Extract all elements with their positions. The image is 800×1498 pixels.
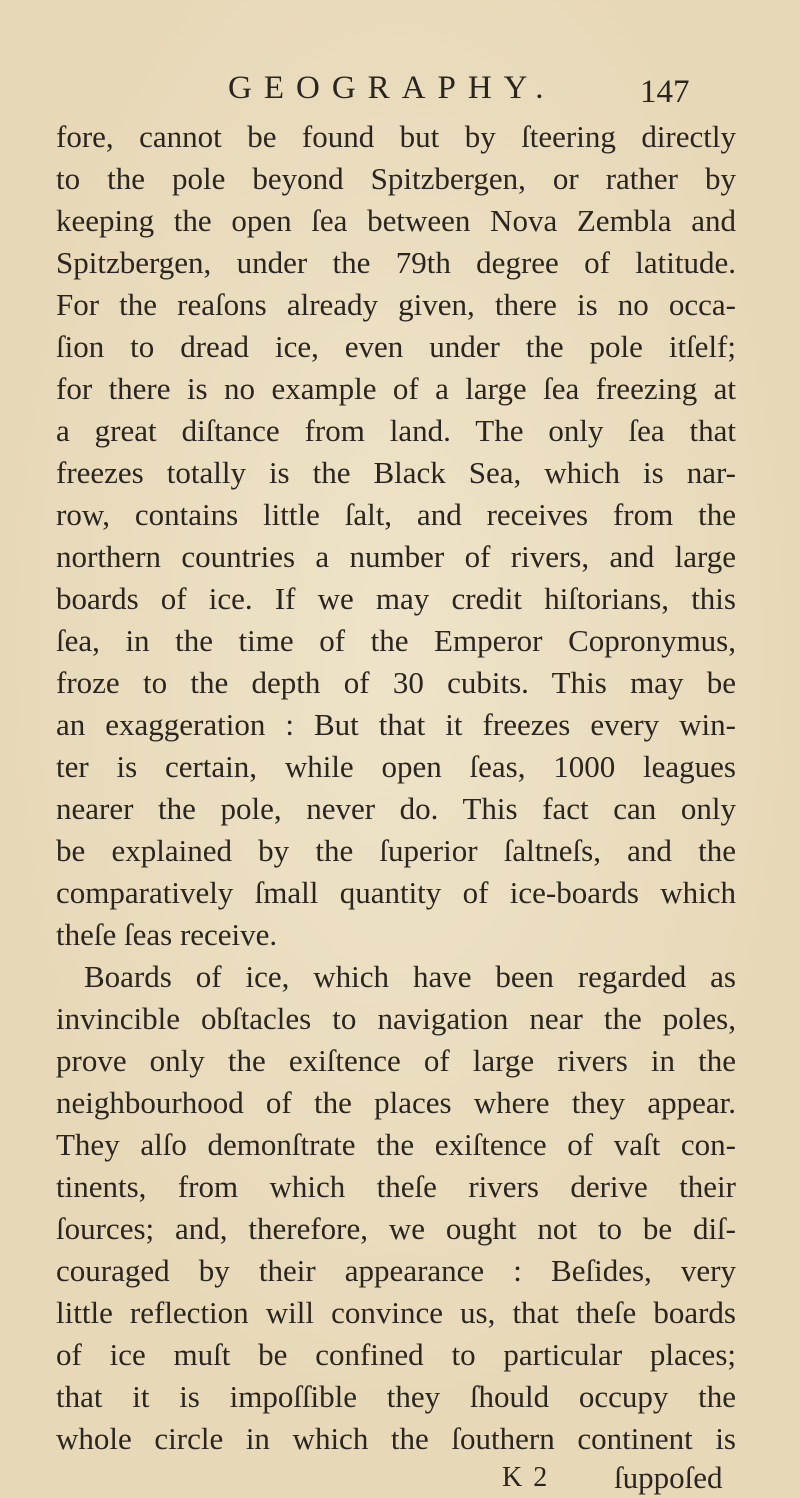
text-line: neighbourhood of the places where they appear. — [56, 1085, 736, 1120]
text-line: couraged by their appearance : Beſides, very — [56, 1253, 736, 1288]
text-line: comparatively ſmall quantity of ice-boards which — [56, 875, 736, 910]
paragraph-start-line: Boards of ice, which have been regarded as — [84, 959, 736, 994]
running-head — [0, 68, 800, 108]
text-line: northern countries a number of rivers, and large — [56, 539, 736, 574]
paragraph-end-line: theſe ſeas receive. — [56, 917, 278, 952]
text-line: nearer the pole, never do. This fact can only — [56, 791, 736, 826]
text-line: For the reaſons already given, there is no occa- — [56, 287, 736, 322]
text-line: little reflection will convince us, that theſe boards — [56, 1295, 736, 1330]
text-line: invincible obſtacles to navigation near the poles, — [56, 1001, 736, 1036]
text-line: boards of ice. If we may credit hiſtorians, this — [56, 581, 736, 616]
catchword: ſuppoſed — [614, 1460, 723, 1495]
text-line: keeping the open ſea between Nova Zembla and — [56, 203, 736, 238]
running-head-title: GEOGRAPHY. — [228, 70, 556, 106]
text-line: freezes totally is the Black Sea, which is nar- — [56, 455, 736, 490]
page-number: 147 — [640, 74, 690, 110]
text-line: row, contains little ſalt, and receives from the — [56, 497, 736, 532]
text-line: for there is no example of a large ſea freezing at — [56, 371, 736, 406]
text-line: fore, cannot be found but by ſteering directly — [56, 119, 736, 154]
text-line: whole circle in which the ſouthern continent is — [56, 1421, 736, 1456]
text-line: prove only the exiſtence of large rivers in the — [56, 1043, 736, 1078]
text-line: ſion to dread ice, even under the pole itſelf; — [56, 329, 736, 364]
text-line: an exaggeration : But that it freezes every win- — [56, 707, 736, 742]
text-line: ſources; and, therefore, we ought not to be diſ- — [56, 1211, 736, 1246]
text-line: ſea, in the time of the Emperor Copronymus, — [56, 623, 736, 658]
text-line: froze to the depth of 30 cubits. This may be — [56, 665, 736, 700]
signature-mark: K 2 — [502, 1462, 550, 1493]
text-line: Spitzbergen, under the 79th degree of latitude. — [56, 245, 736, 280]
text-line: ter is certain, while open ſeas, 1000 leagues — [56, 749, 736, 784]
text-line: tinents, from which theſe rivers derive their — [56, 1169, 736, 1204]
text-line: of ice muſt be confined to particular places; — [56, 1337, 736, 1372]
text-line: to the pole beyond Spitzbergen, or rather by — [56, 161, 736, 196]
text-line: be explained by the ſuperior ſaltneſs, and the — [56, 833, 736, 868]
text-line: that it is impoſſible they ſhould occupy the — [56, 1379, 736, 1414]
text-line: They alſo demonſtrate the exiſtence of vaſt con- — [56, 1127, 736, 1162]
text-line: a great diſtance from land. The only ſea that — [56, 413, 736, 448]
